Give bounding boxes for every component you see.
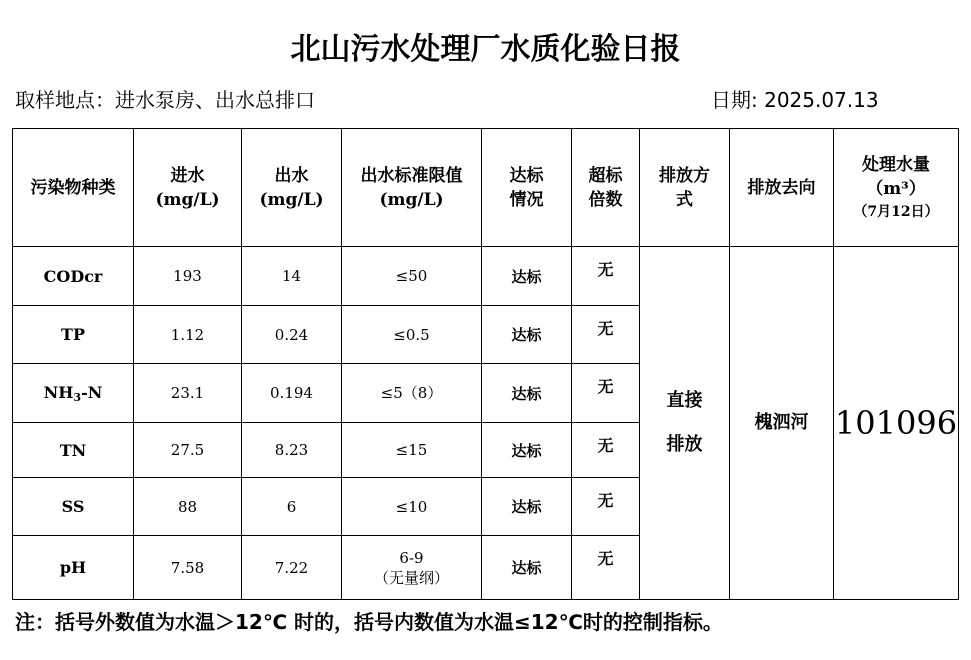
- limit-value-line: 6-9: [399, 548, 424, 567]
- compliance-status: 达标: [482, 247, 572, 306]
- influent-value: 88: [134, 478, 242, 536]
- header-status-line: 情况: [509, 189, 544, 210]
- pollutant-name: [13, 364, 134, 423]
- header-pollutant-line: 污染物种类: [30, 177, 116, 198]
- header-influent-line: (mg/L): [155, 189, 220, 210]
- header-limit-line: (mg/L): [379, 189, 444, 210]
- pollutant-name-part: -N: [81, 382, 103, 402]
- effluent-value: 7.22: [242, 536, 342, 600]
- limit-value: [342, 536, 482, 600]
- effluent-value: 8.23: [242, 423, 342, 478]
- influent-value: 1.12: [134, 306, 242, 364]
- header-destination-line: 排放去向: [747, 177, 816, 198]
- header-influent: [134, 129, 242, 247]
- water-quality-table: [12, 128, 959, 600]
- pollutant-name-part: CODcr: [43, 266, 103, 286]
- discharge-destination: 槐泗河: [730, 247, 834, 600]
- header-volume: [834, 129, 959, 247]
- pollutant-name: [13, 247, 134, 306]
- header-effluent-line: (mg/L): [259, 189, 324, 210]
- limit-value-line: （无量纲）: [373, 568, 449, 587]
- header-effluent: [242, 129, 342, 247]
- header-discharge-method: [640, 129, 730, 247]
- pollutant-name-part: pH: [59, 558, 87, 577]
- header-pollutant: [13, 129, 134, 247]
- limit-value: [342, 306, 482, 364]
- header-limit: [342, 129, 482, 247]
- influent-value: 193: [134, 247, 242, 306]
- discharge-method: [640, 247, 730, 600]
- report-date: 日期: 2025.07.13: [711, 88, 879, 112]
- limit-value-line: ≤5（8）: [380, 384, 443, 402]
- header-exceedance: [572, 129, 640, 247]
- influent-value: 23.1: [134, 364, 242, 423]
- limit-value-line: ≤15: [395, 441, 428, 459]
- header-exceedance-line: 超标: [588, 165, 623, 186]
- table-row: [13, 247, 959, 306]
- effluent-value: 0.194: [242, 364, 342, 423]
- discharge-method-line: 排放: [666, 434, 703, 455]
- pollutant-name: [13, 478, 134, 536]
- header-status-line: 达标: [509, 165, 544, 186]
- header-exceedance-line: 倍数: [588, 189, 623, 210]
- limit-value: [342, 364, 482, 423]
- pollutant-name-part: 3: [73, 390, 82, 404]
- exceedance-multiple: 无: [572, 478, 640, 536]
- effluent-value: 6: [242, 478, 342, 536]
- pollutant-name-part: TN: [59, 440, 87, 460]
- footnote: 注：括号外数值为水温＞12℃ 时的，括号内数值为水温≤12℃时的控制指标。: [15, 610, 723, 634]
- limit-value-line: ≤10: [395, 497, 428, 516]
- header-limit-line: 出水标准限值: [360, 165, 463, 186]
- influent-value: 27.5: [134, 423, 242, 478]
- compliance-status: 达标: [482, 364, 572, 423]
- discharge-method-line: 直接: [666, 390, 703, 411]
- limit-value-line: ≤0.5: [393, 325, 430, 344]
- pollutant-name: [13, 536, 134, 600]
- pollutant-name: [13, 306, 134, 364]
- header-destination: [730, 129, 834, 247]
- compliance-status: 达标: [482, 423, 572, 478]
- exceedance-multiple: 无: [572, 364, 640, 423]
- header-volume-line: 处理水量: [862, 154, 930, 175]
- header-effluent-line: 出水: [274, 165, 309, 186]
- pollutant-name-part: NH: [43, 382, 74, 402]
- effluent-value: 14: [242, 247, 342, 306]
- pollutant-name-part: TP: [61, 325, 85, 344]
- pollutant-name: [13, 423, 134, 478]
- effluent-value: 0.24: [242, 306, 342, 364]
- pollutant-name-part: SS: [61, 497, 85, 516]
- exceedance-multiple: 无: [572, 423, 640, 478]
- compliance-status: 达标: [482, 536, 572, 600]
- limit-value: [342, 478, 482, 536]
- header-volume-line: （7月12日）: [853, 203, 939, 220]
- limit-value: [342, 247, 482, 306]
- header-influent-line: 进水: [170, 165, 205, 186]
- header-volume-line: （m³）: [866, 178, 926, 199]
- exceedance-multiple: 无: [572, 536, 640, 600]
- sampling-location: 取样地点：进水泵房、出水总排口: [15, 88, 315, 112]
- compliance-status: 达标: [482, 306, 572, 364]
- header-discharge-method-line: 排放方: [659, 165, 710, 186]
- exceedance-multiple: 无: [572, 247, 640, 306]
- exceedance-multiple: 无: [572, 306, 640, 364]
- limit-value: [342, 423, 482, 478]
- header-row: [13, 129, 959, 247]
- treated-volume: 101096: [834, 247, 959, 600]
- influent-value: 7.58: [134, 536, 242, 600]
- compliance-status: 达标: [482, 478, 572, 536]
- header-discharge-method-line: 式: [676, 189, 693, 210]
- header-status: [482, 129, 572, 247]
- limit-value-line: ≤50: [395, 267, 428, 285]
- report-title: 北山污水处理厂水质化验日报: [290, 32, 681, 67]
